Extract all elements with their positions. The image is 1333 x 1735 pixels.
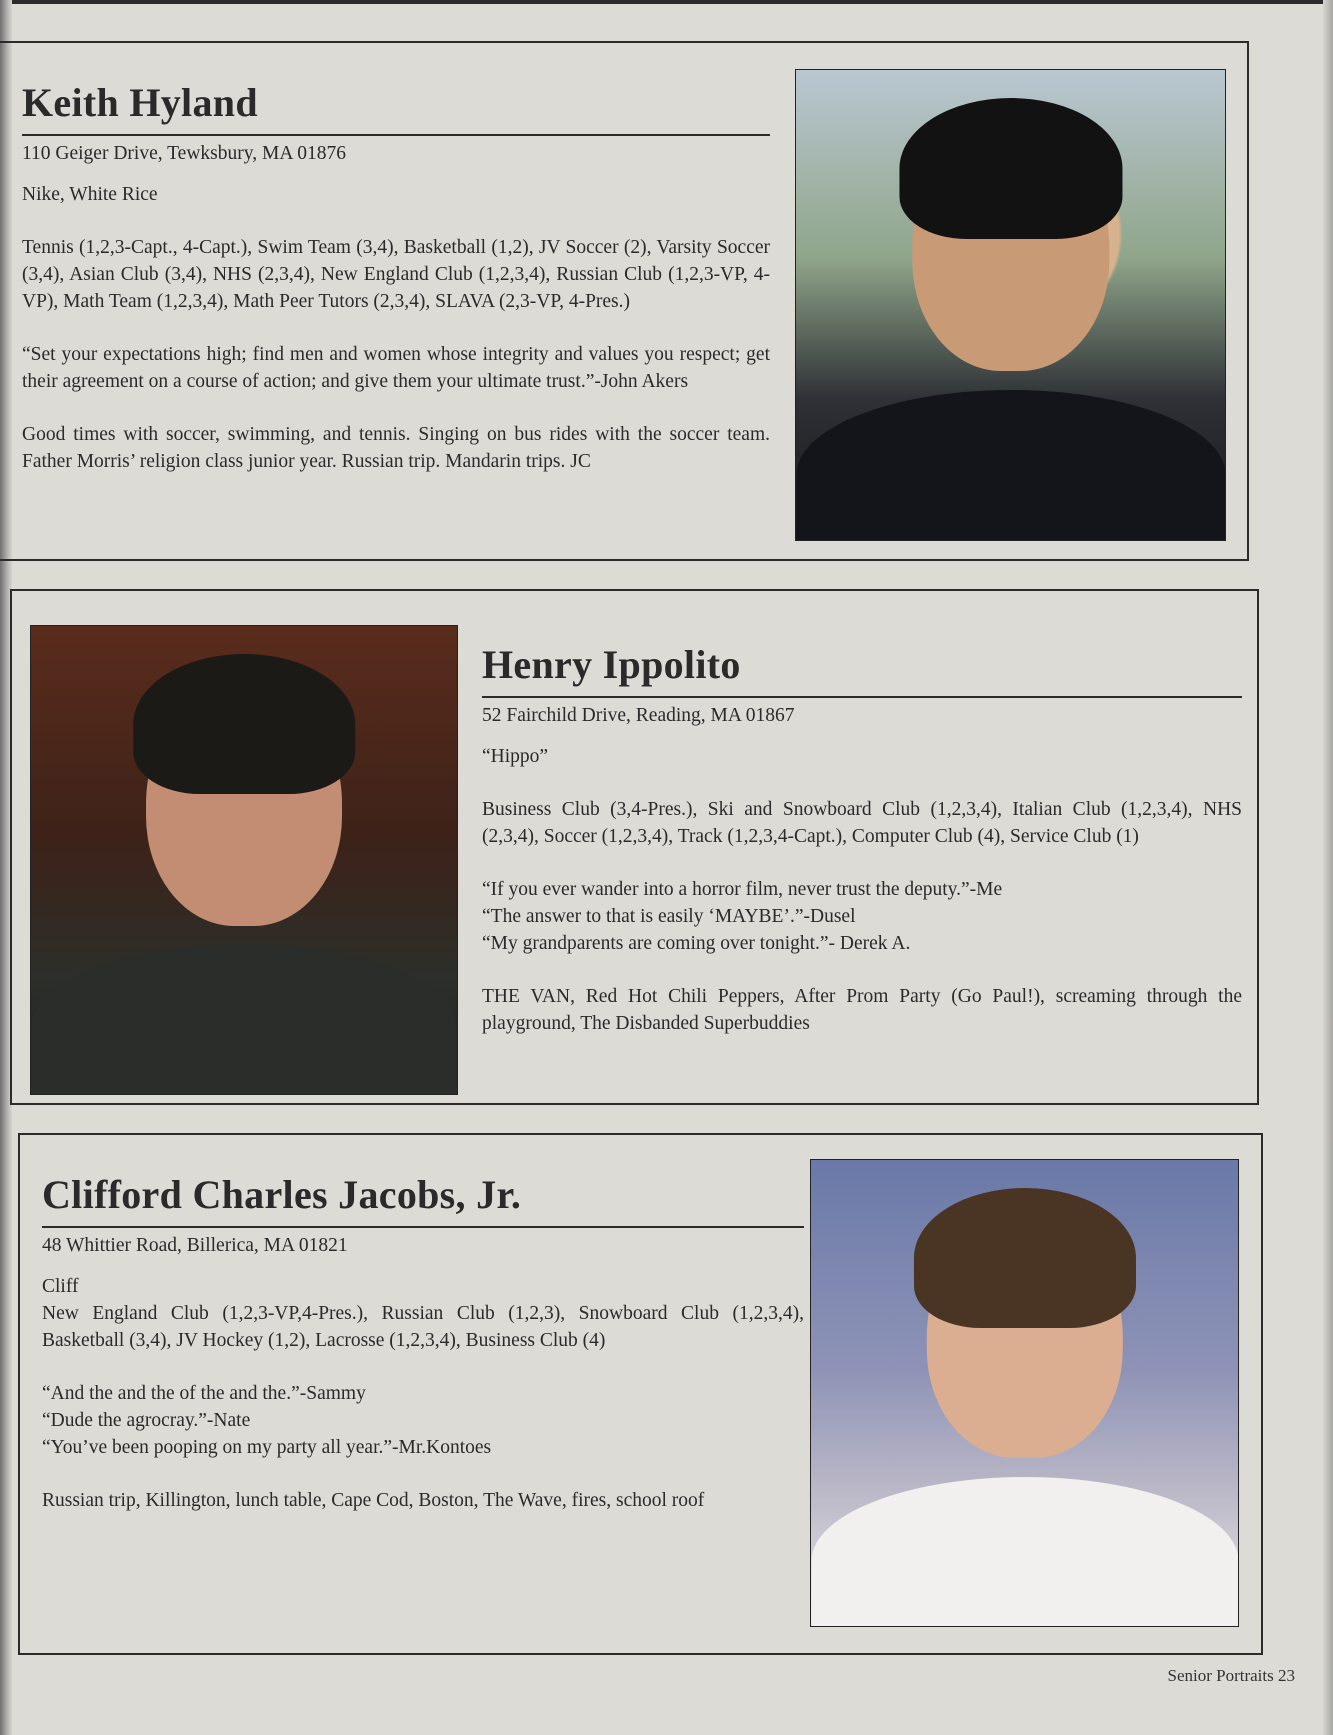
senior-profile-henry-ippolito xyxy=(10,589,1259,1105)
portrait-hair xyxy=(133,654,355,794)
student-quote: “Dude the agrocray.”-Nate xyxy=(42,1410,251,1431)
student-quote: “You’ve been pooping on my party all year.”-Mr.Kontoes xyxy=(42,1437,492,1458)
student-memories: Russian trip, Killington, lunch table, Cape Cod, Boston, The Wave, fires, school roof xyxy=(42,1490,705,1511)
student-quote: “If you ever wander into a horror film, never trust the deputy.”-Me xyxy=(482,879,1003,900)
student-name: Henry Ippolito xyxy=(482,641,1242,698)
student-address: 48 Whittier Road, Billerica, MA 01821 xyxy=(42,1235,348,1256)
senior-portrait-photo xyxy=(810,1159,1239,1627)
student-quote: “And the and the of the and the.”-Sammy xyxy=(42,1383,366,1404)
senior-portrait-photo xyxy=(795,69,1226,541)
student-activities: New England Club (1,2,3-VP,4-Pres.), Russian Club (1,2,3), Snowboard Club (1,2,3,4), Basketball (3,4), JV Hockey (1,2), Lacrosse (1,2,3,4), Business Club (4) xyxy=(42,1303,804,1351)
senior-portrait-photo xyxy=(30,625,458,1095)
student-name: Clifford Charles Jacobs, Jr. xyxy=(42,1171,804,1228)
portrait-shoulders xyxy=(31,944,457,1095)
student-memories: THE VAN, Red Hot Chili Peppers, After Prom Party (Go Paul!), screaming through the playground, The Disbanded Superbuddies xyxy=(482,986,1242,1034)
footer-section-title: Senior Portraits xyxy=(1167,1666,1274,1685)
profile-text xyxy=(482,641,1242,1037)
page-footer xyxy=(1168,1666,1296,1686)
student-memories: Good times with soccer, swimming, and tennis. Singing on bus rides with the soccer team. Father Morris’ religion class junior year. Russian trip. Mandarin trips. JC xyxy=(22,424,770,472)
page-number: 23 xyxy=(1278,1666,1295,1685)
student-name: Keith Hyland xyxy=(22,79,770,136)
student-quote: “Set your expectations high; find men and women whose integrity and values you respect; get their agreement on a course of action; and give them your ultimate trust.”-John Akers xyxy=(22,344,770,392)
student-nickname: Nike, White Rice xyxy=(22,184,158,205)
profile-text xyxy=(42,1171,804,1514)
senior-profile-keith-hyland xyxy=(0,41,1249,561)
student-quote: “The answer to that is easily ‘MAYBE’.”-Dusel xyxy=(482,906,856,927)
student-address: 52 Fairchild Drive, Reading, MA 01867 xyxy=(482,705,795,726)
student-activities: Tennis (1,2,3-Capt., 4-Capt.), Swim Team (3,4), Basketball (1,2), JV Soccer (2), Varsity Soccer (3,4), Asian Club (3,4), NHS (2,3,4), New England Club (1,2,3,4), Russian Club (1,2,3-VP, 4-VP), Math Team (1,2,3,4), Math Peer Tutors (2,3,4), SLAVA (2,3-VP, 4-Pres.) xyxy=(22,237,770,312)
portrait-shoulders xyxy=(796,390,1225,541)
student-address: 110 Geiger Drive, Tewksbury, MA 01876 xyxy=(22,143,346,164)
portrait-shoulders xyxy=(811,1477,1238,1627)
student-activities: Business Club (3,4-Pres.), Ski and Snowboard Club (1,2,3,4), Italian Club (1,2,3,4), NHS (2,3,4), Soccer (1,2,3,4), Track (1,2,3,4-Capt.), Computer Club (4), Service Club (1) xyxy=(482,799,1242,847)
portrait-hair xyxy=(899,98,1122,239)
student-nickname: “Hippo” xyxy=(482,746,549,767)
profile-text xyxy=(22,79,770,475)
senior-profile-clifford-jacobs xyxy=(18,1133,1263,1655)
portrait-hair xyxy=(913,1188,1135,1328)
student-quote: “My grandparents are coming over tonight.”- Derek A. xyxy=(482,933,911,954)
page-top-edge xyxy=(0,0,1333,4)
student-nickname: Cliff xyxy=(42,1276,79,1297)
page-right-edge xyxy=(1323,0,1333,1735)
